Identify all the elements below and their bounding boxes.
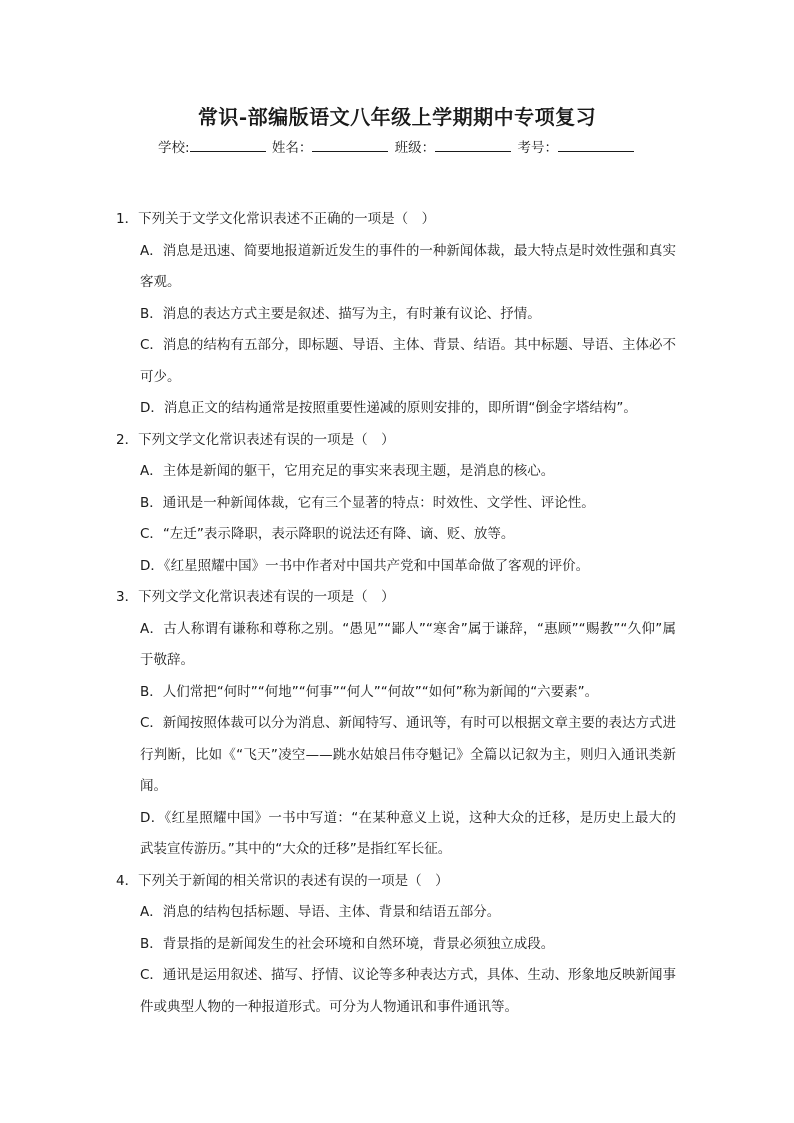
option-d: D．消息正文的结构通常是按照重要性递减的原则安排的，即所谓“倒金字塔结构”。 xyxy=(140,400,637,416)
question-1 xyxy=(116,204,676,425)
option-a: A．主体是新闻的躯干，它用充足的事实来表现主题，是消息的核心。 xyxy=(140,463,555,479)
question-2 xyxy=(116,425,676,583)
name-blank[interactable] xyxy=(312,136,388,152)
option-b: B．人们常把“何时”“何地”“何事”“何人”“何故”“如何”称为新闻的“六要素”。 xyxy=(140,683,599,700)
option-a: A．消息的结构包括标题、导语、主体、背景和结语五部分。 xyxy=(140,904,501,920)
option-c: C．通讯是运用叙述、描写、抒情、议论等多种表达方式，具体、生动、形象地反映新闻事件或典型人物的一种报道形式。可分为人物通讯和事件通讯等。 xyxy=(140,967,676,1015)
option-c: C．新闻按照体裁可以分为消息、新闻特写、通讯等，有时可以根据文章主要的表达方式进行判断，比如《“飞天”凌空——跳水姑娘吕伟夺魁记》全篇以记叙为主，则归入通讯类新闻。 xyxy=(140,715,676,794)
option-b: B．消息的表达方式主要是叙述、描写为主，有时兼有议论、抒情。 xyxy=(140,305,541,322)
exam-number-label: 考号： xyxy=(517,140,558,156)
option-a: A．古人称谓有谦称和尊称之别。“愚见”“鄙人”“寒舍”属于谦辞，“惠顾”“赐教”“久仰”属于敬辞。 xyxy=(140,620,676,668)
option-b: B．通讯是一种新闻体裁，它有三个显著的特点：时效性、文学性、评论性。 xyxy=(140,494,595,511)
school-label: 学校: xyxy=(158,140,190,156)
option-c: C．“左迁”表示降职，表示降职的说法还有降、谪、贬、放等。 xyxy=(140,526,515,542)
question-stem: 4．下列关于新闻的相关常识的表述有误的一项是（ ） xyxy=(116,872,449,889)
option-c: C．消息的结构有五部分，即标题、导语、主体、背景、结语。其中标题、导语、主体必不可少。 xyxy=(140,337,676,385)
class-blank[interactable] xyxy=(435,136,511,152)
question-list xyxy=(116,204,676,1023)
question-4 xyxy=(116,866,676,1024)
exam-number-blank[interactable] xyxy=(558,136,634,152)
class-label: 班级： xyxy=(394,140,436,156)
question-stem: 1．下列关于文学文化常识表述不正确的一项是（ ） xyxy=(116,211,436,227)
question-stem: 3．下列文学文化常识表述有误的一项是（ ） xyxy=(116,589,395,605)
option-a: A．消息是迅速、简要地报道新近发生的事件的一种新闻体裁，最大特点是时效性强和真实客观。 xyxy=(140,242,676,290)
question-stem: 2．下列文学文化常识表述有误的一项是（ ） xyxy=(116,431,395,448)
school-blank[interactable] xyxy=(190,136,266,152)
student-info-line xyxy=(0,136,794,158)
question-3 xyxy=(116,582,676,866)
name-label: 姓名： xyxy=(271,140,313,156)
option-d: D．《红星照耀中国》一书中作者对中国共产党和中国革命做了客观的评价。 xyxy=(140,557,590,574)
option-d: D．《红星照耀中国》一书中写道：“在某种意义上说，这种大众的迁移，是历史上最大的武装宣传游历。”其中的“大众的迁移”是指红军长征。 xyxy=(140,809,676,857)
option-b: B．背景指的是新闻发生的社会环境和自然环境，背景必须独立成段。 xyxy=(140,935,555,952)
page-title: 常识-部编版语文八年级上学期期中专项复习 xyxy=(197,105,597,129)
